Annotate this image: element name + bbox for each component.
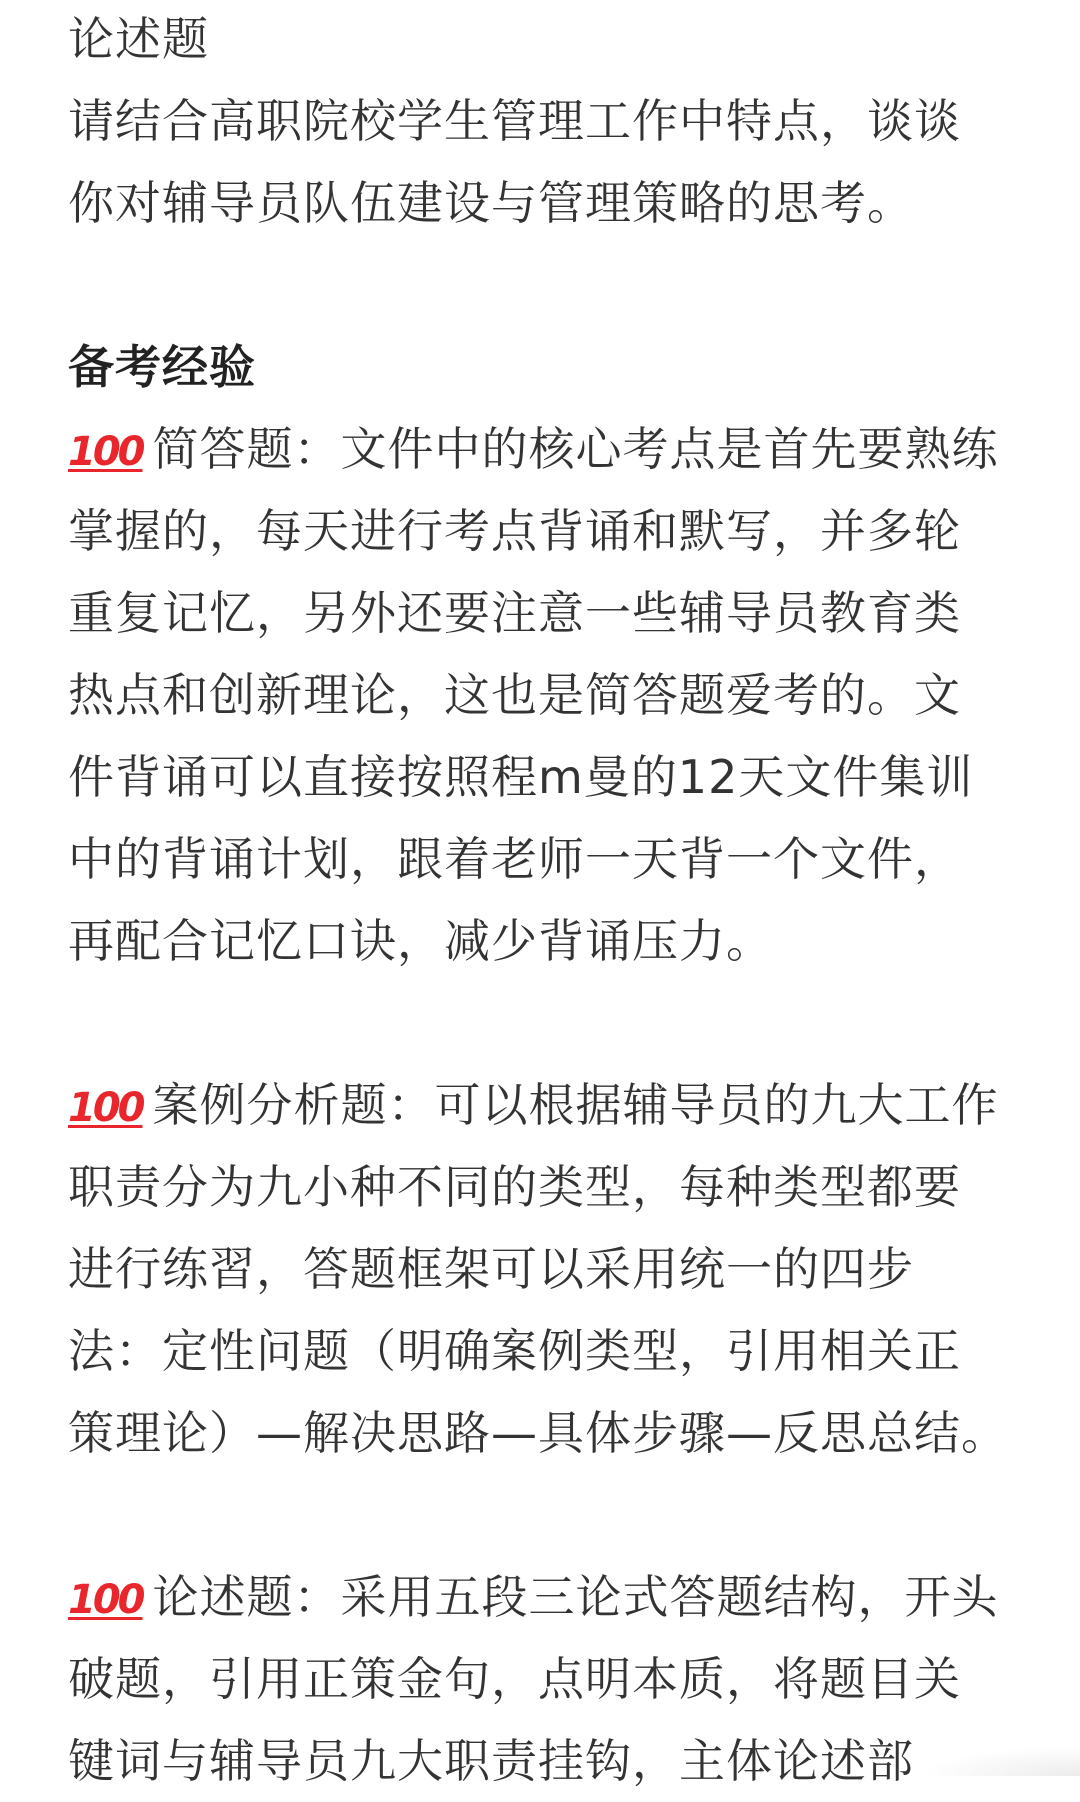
paragraph-line: 100 简答题：文件中的核心考点是首先要熟练 — [68, 408, 1008, 490]
paragraph-line: 进行练習，答题框架可以采用统一的四步 — [68, 1242, 914, 1296]
experience-heading: 备考经验 — [68, 340, 256, 394]
paragraph-line: 职责分为九小种不同的类型，每种类型都要 — [68, 1160, 961, 1214]
paragraph-line: 热点和创新理论，这也是简答题爱考的。文 — [68, 668, 961, 722]
paragraph-line: 100 论述题：采用五段三论式答题结构，开头 — [68, 1556, 1008, 1638]
article-body — [68, 0, 1008, 1802]
paragraph-line: 键词与辅导员九大职责挂钩，主体论述部 — [68, 1734, 914, 1788]
corner-shadow — [920, 1746, 1080, 1776]
paragraph-line: 掌握的，每天进行考点背诵和默写，并多轮 — [68, 504, 961, 558]
hundred-points-icon: 100 — [68, 1577, 143, 1623]
paragraph-line: 法：定性问题（明确案例类型，引用相关正 — [68, 1324, 961, 1378]
essay-question-line: 请结合高职院校学生管理工作中特点，谈谈 — [68, 94, 961, 148]
paragraph-line: 重复记忆，另外还要注意一些辅导员教育类 — [68, 586, 961, 640]
essay-heading: 论述题 — [68, 12, 209, 66]
hundred-points-icon: 100 — [68, 1085, 143, 1131]
essay-question-line: 你对辅导员队伍建设与管理策略的思考。 — [68, 176, 914, 230]
paragraph-line: 策理论）—解决思路—具体步骤—反思总结。 — [68, 1406, 1008, 1460]
paragraph-line: 100 案例分析题：可以根据辅导员的九大工作 — [68, 1064, 1008, 1146]
paragraph-line: 中的背诵计划，跟着老师一天背一个文件， — [68, 832, 961, 886]
hundred-points-icon: 100 — [68, 429, 143, 475]
paragraph-line: 破题，引用正策金句，点明本质，将题目关 — [68, 1652, 961, 1706]
paragraph-line: 件背诵可以直接按照程m曼的12天文件集训 — [68, 750, 974, 804]
paragraph-line: 再配合记忆口诀，减少背诵压力。 — [68, 914, 773, 968]
